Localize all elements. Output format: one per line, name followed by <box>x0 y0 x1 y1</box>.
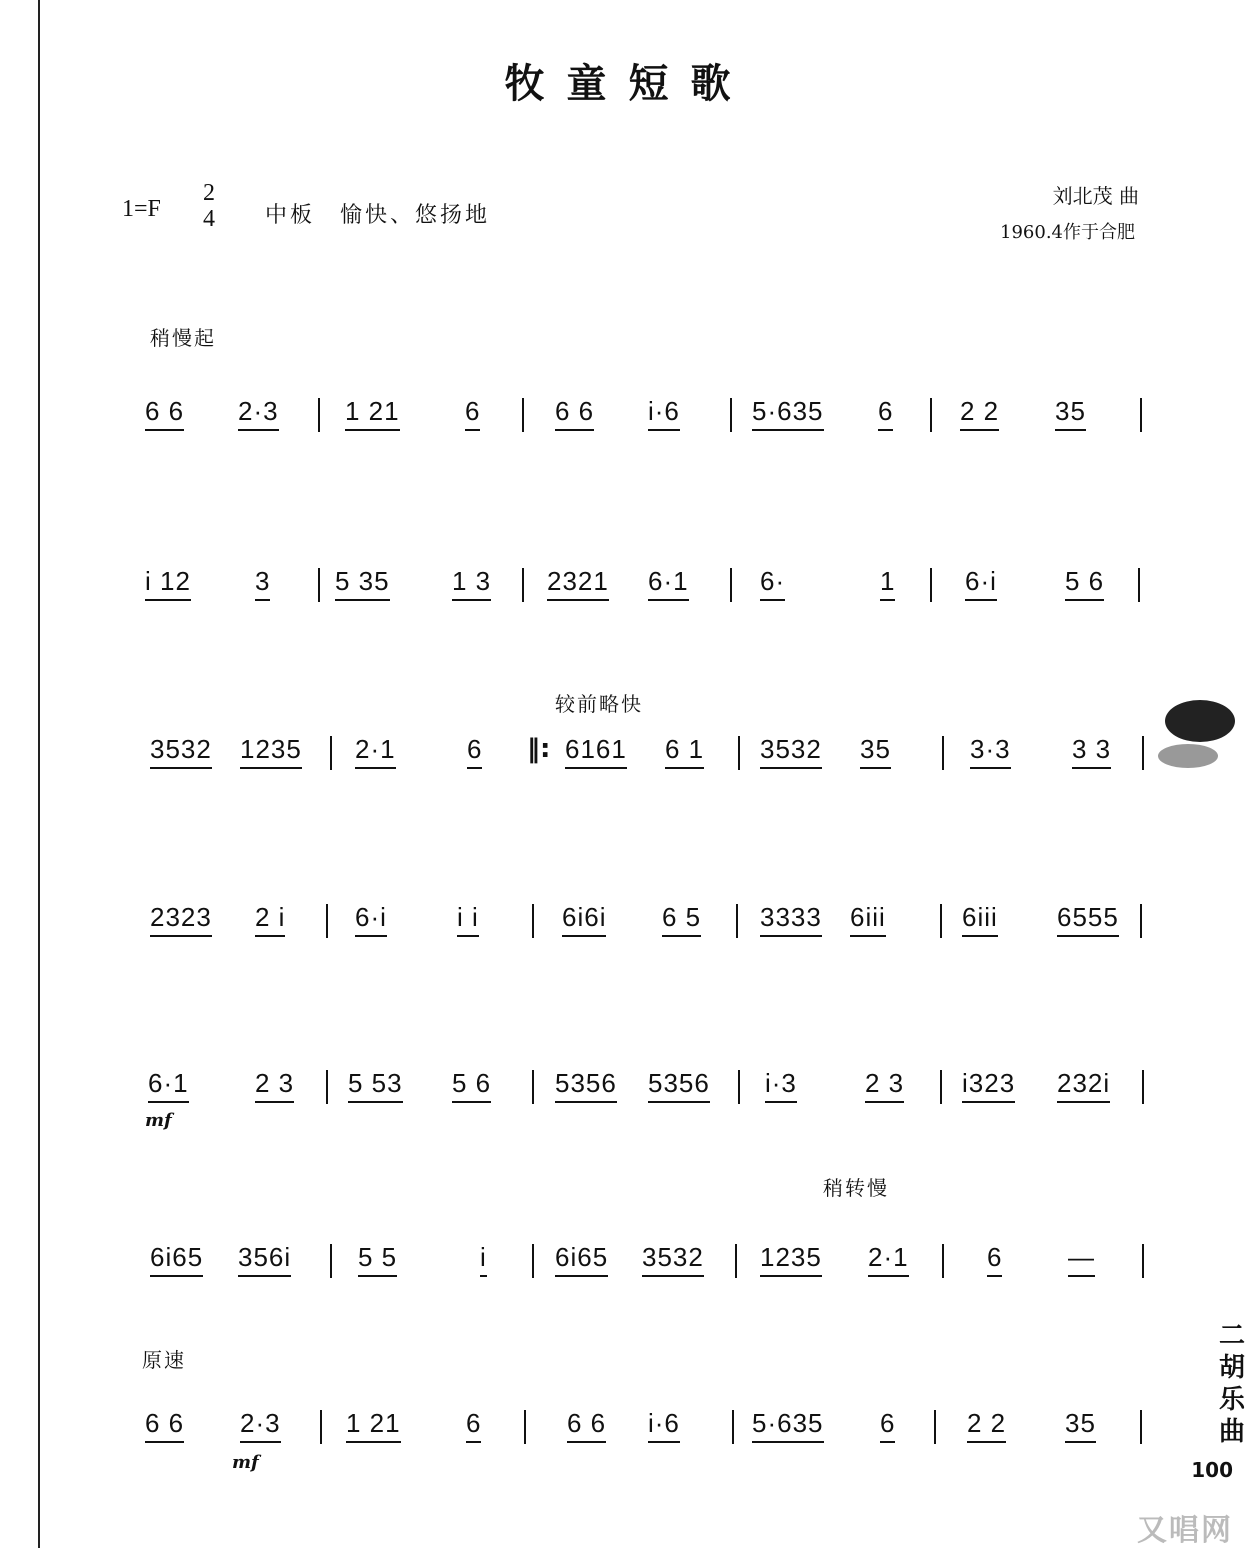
note-group: 6 <box>466 1408 482 1438</box>
note-group: 5 5 <box>358 1242 398 1272</box>
barline <box>522 398 524 432</box>
barline <box>524 1410 526 1444</box>
note-group: 6i65 <box>150 1242 204 1272</box>
barline <box>330 736 332 770</box>
note-group: 6i65 <box>555 1242 609 1272</box>
note-group: 6·1 <box>648 566 689 596</box>
note-group: 2 2 <box>967 1408 1007 1438</box>
score-line-3 <box>0 726 1257 786</box>
barline <box>1138 568 1140 602</box>
note-group: 35 <box>1055 396 1086 426</box>
barline <box>1142 1244 1144 1278</box>
barline <box>735 1244 737 1278</box>
note-group: 5 35 <box>335 566 390 596</box>
note-group: 2·1 <box>355 734 396 764</box>
note-group: 3 3 <box>1072 734 1112 764</box>
score-line-6 <box>0 1234 1257 1294</box>
repeat-sign: ‖: <box>527 734 551 764</box>
note-group: 6 <box>880 1408 896 1438</box>
side-tab-char: 二 <box>1218 1321 1245 1351</box>
note-group: 5·635 <box>752 396 824 426</box>
note-group: 2323 <box>150 902 212 932</box>
barline <box>1140 904 1142 938</box>
note-group: 1 3 <box>452 566 492 596</box>
barline <box>942 736 944 770</box>
note-group: 1235 <box>240 734 302 764</box>
note-group: 6 6 <box>145 1408 185 1438</box>
note-group: 2321 <box>547 566 609 596</box>
note-group: i323 <box>962 1068 1016 1098</box>
barline <box>532 904 534 938</box>
page-tab-shadow <box>1158 744 1218 768</box>
barline <box>330 1244 332 1278</box>
note-group: 1 21 <box>345 396 400 426</box>
time-signature-bottom: 4 <box>203 206 215 232</box>
composition-date: 1960.4作于合肥 <box>1000 222 1135 243</box>
score-line-5 <box>0 1060 1257 1120</box>
barline <box>738 736 740 770</box>
barline <box>532 1070 534 1104</box>
note-group: 6·i <box>965 566 997 596</box>
note-group: 6· <box>760 566 786 596</box>
note-group: 35 <box>1065 1408 1096 1438</box>
composer: 刘北茂 曲 <box>1052 184 1139 208</box>
note-group: 2 i <box>255 902 286 932</box>
barline <box>532 1244 534 1278</box>
key-signature: 1=F <box>122 196 161 222</box>
note-group: 1 <box>880 566 896 596</box>
note-group: i <box>480 1242 487 1272</box>
note-group: 6 <box>987 1242 1003 1272</box>
side-tab-char: 胡 <box>1218 1353 1245 1383</box>
note-group: i·3 <box>765 1068 797 1098</box>
note-group: 5 53 <box>348 1068 403 1098</box>
barline <box>320 1410 322 1444</box>
expression-faster: 较前略快 <box>555 692 643 716</box>
note-group: 6 <box>878 396 894 426</box>
note-group: 5356 <box>555 1068 617 1098</box>
time-signature-top: 2 <box>203 180 215 206</box>
barline <box>1142 736 1144 770</box>
note-group: i i <box>457 902 479 932</box>
note-group: 2 3 <box>255 1068 295 1098</box>
note-group: 6iii <box>850 902 886 932</box>
score-line-1 <box>0 388 1257 448</box>
watermark: 又唱网 <box>1137 1513 1233 1548</box>
note-group: i 12 <box>145 566 191 596</box>
page-title: 牧童短歌 <box>504 60 753 107</box>
note-group: 2·3 <box>240 1408 281 1438</box>
note-group: 2 2 <box>960 396 1000 426</box>
score-line-7 <box>0 1400 1257 1460</box>
note-group: 35 <box>860 734 891 764</box>
note-group: 5 6 <box>452 1068 492 1098</box>
side-tab-char: 乐 <box>1218 1385 1245 1415</box>
side-tab-char: 曲 <box>1218 1417 1245 1447</box>
note-group: 2·3 <box>238 396 279 426</box>
note-group: — <box>1068 1242 1095 1272</box>
barline <box>1140 1410 1142 1444</box>
barline <box>930 568 932 602</box>
note-group: 356i <box>238 1242 292 1272</box>
barline <box>738 1070 740 1104</box>
note-group: 5·635 <box>752 1408 824 1438</box>
note-group: 6·i <box>355 902 387 932</box>
barline <box>942 1244 944 1278</box>
note-group: 3333 <box>760 902 822 932</box>
note-group: 6i6i <box>562 902 607 932</box>
note-group: 5 6 <box>1065 566 1105 596</box>
note-group: 1235 <box>760 1242 822 1272</box>
barline <box>1142 1070 1144 1104</box>
barline <box>326 1070 328 1104</box>
note-group: 3532 <box>150 734 212 764</box>
expression-start: 稍慢起 <box>150 326 216 350</box>
barline <box>730 568 732 602</box>
note-group: 6161 <box>565 734 627 764</box>
note-group: 5356 <box>648 1068 710 1098</box>
note-group: 232i <box>1057 1068 1111 1098</box>
score-line-2 <box>0 558 1257 618</box>
note-group: 1 21 <box>346 1408 401 1438</box>
dynamic-mf: mf <box>232 1452 259 1473</box>
barline <box>930 398 932 432</box>
barline <box>940 1070 942 1104</box>
barline <box>732 1410 734 1444</box>
barline <box>940 904 942 938</box>
expression-slower: 稍转慢 <box>823 1176 889 1200</box>
side-tab-label <box>1215 1320 1249 1448</box>
expression-original: 原速 <box>142 1348 186 1372</box>
barline <box>326 904 328 938</box>
note-group: 6 <box>467 734 483 764</box>
barline <box>934 1410 936 1444</box>
note-group: 6 1 <box>665 734 705 764</box>
note-group: 6555 <box>1057 902 1119 932</box>
barline <box>1140 398 1142 432</box>
note-group: 3·3 <box>970 734 1011 764</box>
page-tab-marker <box>1165 700 1235 742</box>
dynamic-mf: mf <box>145 1110 172 1131</box>
note-group: 2·1 <box>868 1242 909 1272</box>
note-group: i·6 <box>648 1408 680 1438</box>
note-group: 3 <box>255 566 271 596</box>
barline <box>736 904 738 938</box>
barline <box>730 398 732 432</box>
note-group: 6iii <box>962 902 998 932</box>
note-group: 6 <box>465 396 481 426</box>
note-group: 2 3 <box>865 1068 905 1098</box>
barline <box>318 398 320 432</box>
barline <box>318 568 320 602</box>
note-group: 6·1 <box>148 1068 189 1098</box>
score-line-4 <box>0 894 1257 954</box>
time-signature <box>203 180 215 232</box>
note-group: 3532 <box>760 734 822 764</box>
note-group: 3532 <box>642 1242 704 1272</box>
note-group: 6 6 <box>567 1408 607 1438</box>
note-group: 6 5 <box>662 902 702 932</box>
barline <box>522 568 524 602</box>
tempo-marking: 中板 愉快、悠扬地 <box>265 203 491 228</box>
page-number: 100 <box>1191 1458 1233 1482</box>
note-group: 6 6 <box>145 396 185 426</box>
note-group: i·6 <box>648 396 680 426</box>
note-group: 6 6 <box>555 396 595 426</box>
